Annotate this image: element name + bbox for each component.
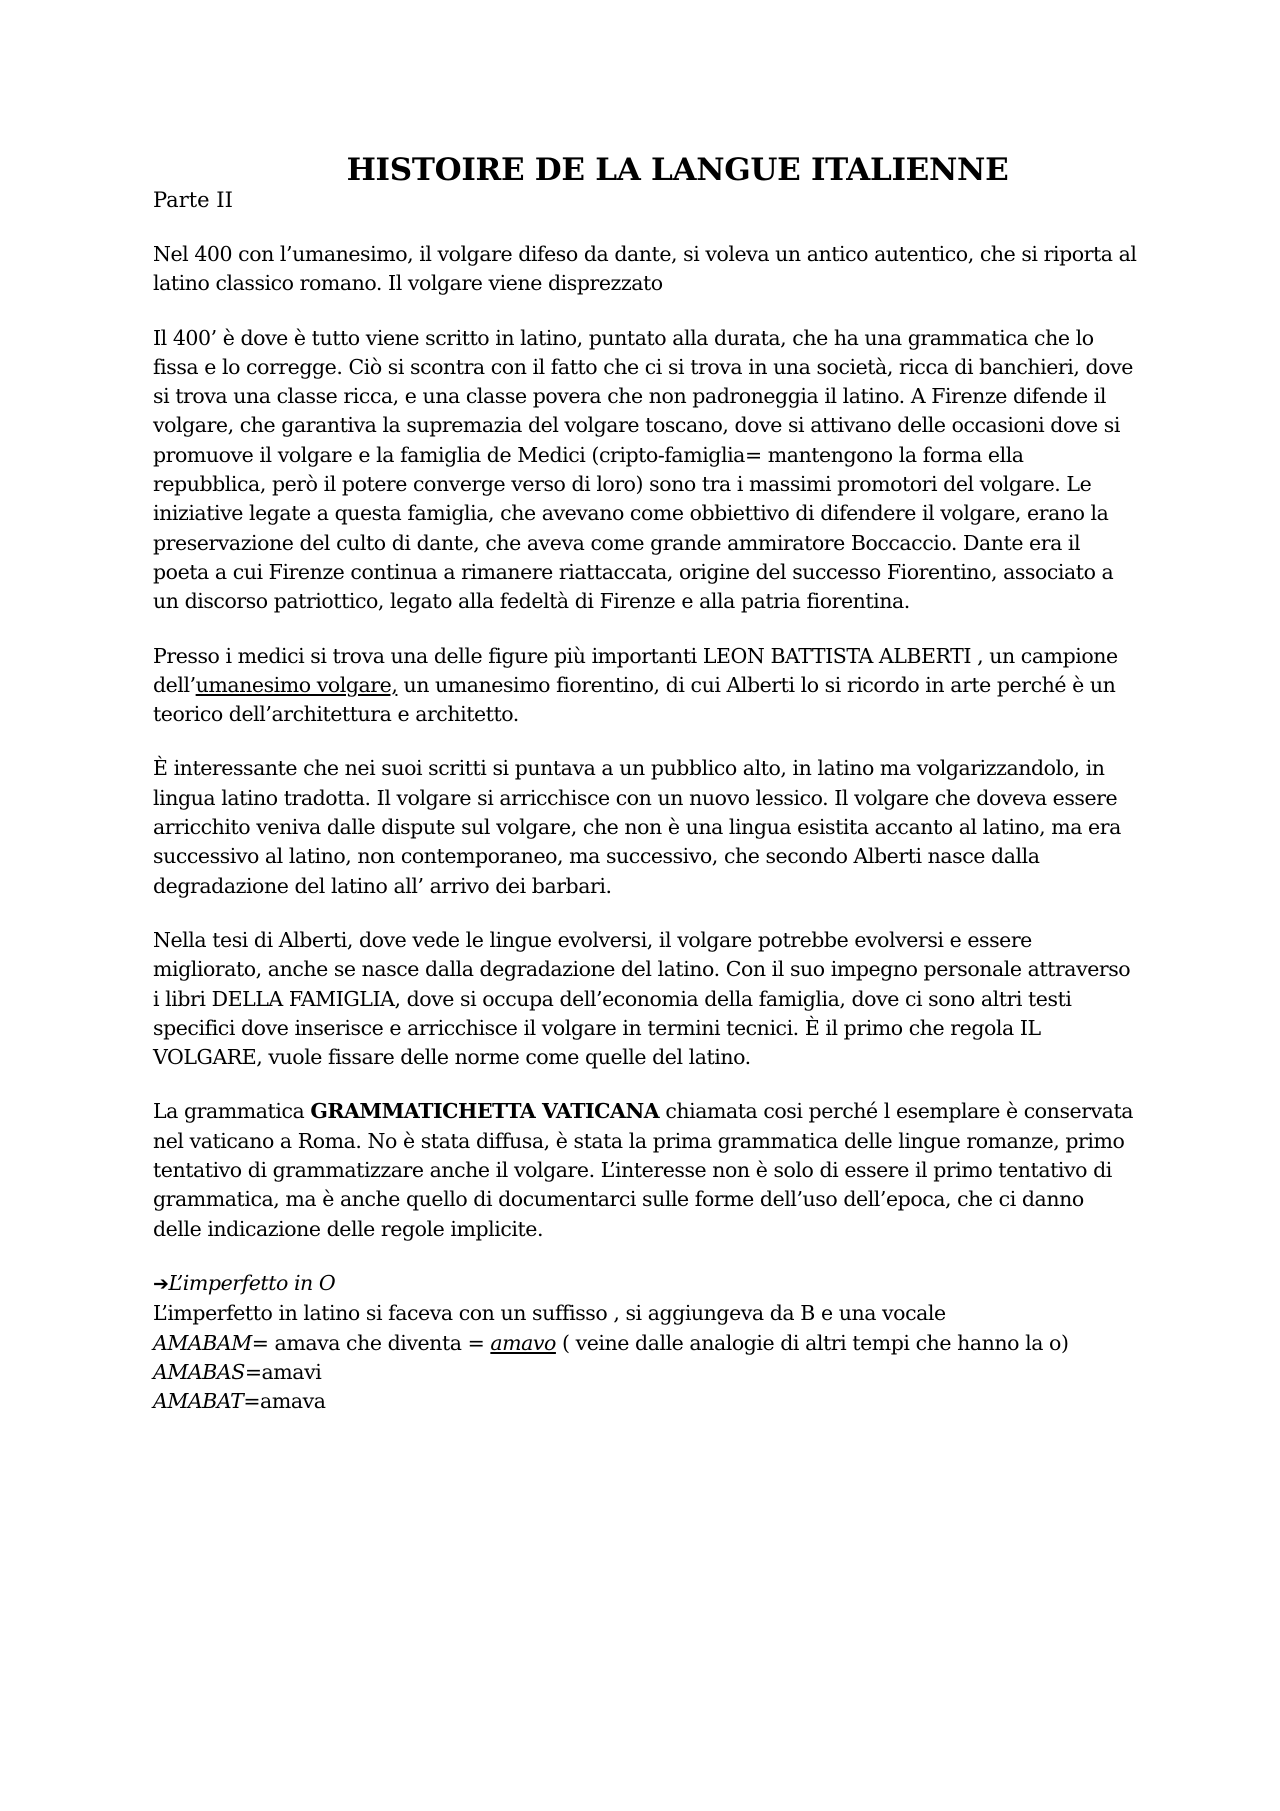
paragraph-3-text-before: Presso i medici si trova una delle figure più importanti LEON BATTISTA ALBERTI , un campione dell’ [153,643,1118,697]
bold-term: GRAMMATICHETTA VATICANA [310,1099,660,1124]
example-3 [153,1387,1138,1416]
example-1-mid: = amava che diventa = [251,1330,491,1355]
right-arrow-icon: ➔ [153,1272,169,1295]
paragraph-6 [153,1097,1138,1243]
example-2-rest: =amavi [244,1359,322,1384]
document-page [153,150,1138,1416]
section-line-1: L’imperfetto in latino si faceva con un suffisso , si aggiungeva da B e una vocale [153,1301,946,1326]
document-title: HISTOIRE DE LA LANGUE ITALIENNE [346,152,1009,188]
paragraph-6-text-before: La grammatica [153,1099,311,1124]
paragraph-3-text-after: un umanesimo fiorentino, di cui Alberti lo si ricordo in arte perché è un teorico dell’architettura e architetto. [153,672,1116,727]
example-2-term: AMABAS [153,1359,245,1384]
paragraph-2: Il 400’ è dove è tutto viene scritto in latino, puntato alla durata, che ha una grammatica che lo fissa e lo corregge. Ciò si scontra con il fatto che ci si trova in una società, ricca di banchieri, dove si trova una classe ricca, e una classe povera che non padroneggia il latino. A Firenze difende il volgare, che garantiva la supremazia del volgare toscano, dove si attivano delle occasioni dove si promuove il volgare e la famiglia de Medici (cripto-famiglia= mantengono la forma ella repubblica, però il potere converge verso di loro) sono tra i massimi promotori del volgare. Le iniziative legate a questa famiglia, che avevano come obbiettivo di difendere il volgare, erano la preservazione del culto di dante, che aveva come grande ammiratore Boccaccio. Dante era il poeta a cui Firenze continua a rimanere riattaccata, origine del successo Fiorentino, associato a un discorso patriottico, legato alla fedeltà di Firenze e alla patria fiorentina. [153,325,1133,614]
example-1-result: amavo [490,1330,556,1355]
example-1-term: AMABAM [153,1330,252,1355]
document-subtitle: Parte II [153,188,233,212]
paragraph-3 [153,642,1138,730]
section-heading-text: L’imperfetto in O [168,1270,336,1295]
example-1 [153,1329,1138,1358]
paragraph-5: Nella tesi di Alberti, dove vede le lingue evolversi, il volgare potrebbe evolversi e essere migliorato, anche se nasce dalla degradazione del latino. Con il suo impegno personale attraverso i libri DELLA FAMIGLIA, dove si occupa dell’economia della famiglia, dove ci sono altri testi specifici dove inserisce e arricchisce il volgare in termini tecnici. È il primo che regola IL VOLGARE, vuole fissare delle norme come quelle del latino. [153,927,1131,1070]
example-3-term: AMABAT [153,1389,244,1414]
example-2 [153,1358,1138,1387]
paragraph-6-text-after: chiamata cosi perché l esemplare è conservata nel vaticano a Roma. No è stata diffusa, è stata la prima grammatica delle lingue romanze, primo tentativo di grammatizzare anche il volgare. L’interesse non è solo di essere il primo tentativo di grammatica, ma è anche quello di documentarci sulle forme dell’uso dell’epoca, che ci danno delle indicazione delle regole implicite. [153,1099,1134,1241]
paragraph-1: Nel 400 con l’umanesimo, il volgare difeso da dante, si voleva un antico autentico, che si riporta al latino classico romano. Il volgare viene disprezzato [153,242,1137,296]
underlined-term: umanesimo volgare, [195,672,398,697]
example-1-after: ( veine dalle analogie di altri tempi che hanno la o) [555,1330,1069,1355]
example-3-rest: =amava [243,1389,326,1414]
section-heading [153,1269,1138,1299]
paragraph-4: È interessante che nei suoi scritti si puntava a un pubblico alto, in latino ma volgarizzandolo, in lingua latino tradotta. Il volgare si arricchisce con un nuovo lessico. Il volgare che doveva essere arricchito veniva dalle dispute sul volgare, che non è una lingua esistita accanto al latino, ma era successivo al latino, non contemporaneo, ma successivo, che secondo Alberti nasce dalla degradazione del latino all’ arrivo dei barbari. [153,756,1121,898]
imperfetto-section [153,1269,1138,1416]
